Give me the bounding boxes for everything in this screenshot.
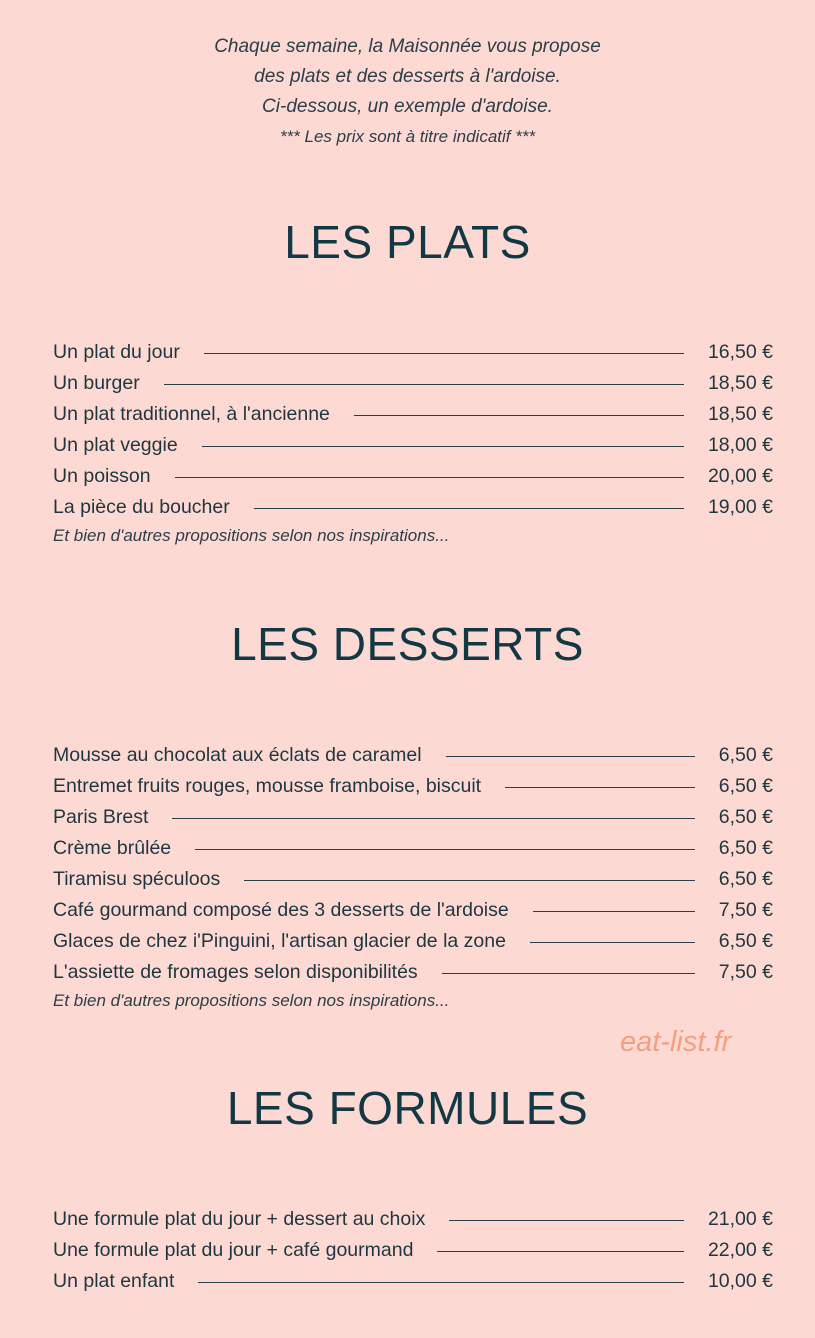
item-price: 6,50 € <box>718 744 773 766</box>
menu-item <box>53 399 773 430</box>
leader-line <box>505 787 695 788</box>
menu-item <box>53 1204 773 1235</box>
menu-item <box>53 368 773 399</box>
item-name: Un plat du jour <box>53 341 180 363</box>
menu-item <box>53 926 773 957</box>
leader-line <box>195 849 695 850</box>
leader-line <box>437 1251 684 1252</box>
menu-item <box>53 895 773 926</box>
item-price: 6,50 € <box>718 806 773 828</box>
menu-item <box>53 430 773 461</box>
item-price: 18,50 € <box>707 403 773 425</box>
item-name: Café gourmand composé des 3 desserts de l'ardoise <box>53 899 509 921</box>
item-price: 6,50 € <box>718 868 773 890</box>
leader-line <box>254 508 684 509</box>
menu-item <box>53 337 773 368</box>
item-name: Glaces de chez i'Pinguini, l'artisan glacier de la zone <box>53 930 506 952</box>
leader-line <box>198 1282 684 1283</box>
menu-note: Et bien d'autres propositions selon nos inspirations... <box>53 991 450 1010</box>
item-name: Un plat traditionnel, à l'ancienne <box>53 403 330 425</box>
intro-line: Chaque semaine, la Maisonnée vous propose <box>214 36 601 57</box>
item-price: 20,00 € <box>707 465 773 487</box>
item-price: 18,50 € <box>707 372 773 394</box>
item-price: 6,50 € <box>718 837 773 859</box>
item-price: 22,00 € <box>707 1239 773 1261</box>
item-price: 16,50 € <box>707 341 773 363</box>
leader-line <box>446 756 695 757</box>
leader-line <box>244 880 695 881</box>
item-name: Tiramisu spéculoos <box>53 868 221 890</box>
item-name: Mousse au chocolat aux éclats de caramel <box>53 744 422 766</box>
item-name: Paris Brest <box>53 806 149 828</box>
price-notice: *** Les prix sont à titre indicatif *** <box>279 127 536 146</box>
menu-list-desserts <box>53 740 773 1014</box>
item-price: 18,00 € <box>707 434 773 456</box>
leader-line <box>175 477 684 478</box>
leader-line <box>530 942 695 943</box>
menu-item <box>53 1235 773 1266</box>
intro-text <box>0 32 815 152</box>
leader-line <box>533 911 695 912</box>
leader-line <box>204 353 684 354</box>
menu-item <box>53 461 773 492</box>
leader-line <box>202 446 684 447</box>
item-name: Un burger <box>53 372 140 394</box>
section-title-plats: LES PLATS <box>284 216 531 268</box>
item-price: 6,50 € <box>718 775 773 797</box>
item-name: L'assiette de fromages selon disponibilités <box>53 961 418 983</box>
item-name: Crème brûlée <box>53 837 172 859</box>
menu-item <box>53 833 773 864</box>
menu-item <box>53 957 773 988</box>
menu-item <box>53 740 773 771</box>
item-name: Une formule plat du jour + dessert au choix <box>53 1208 426 1230</box>
item-name: Un poisson <box>53 465 151 487</box>
menu-item <box>53 492 773 523</box>
leader-line <box>164 384 684 385</box>
item-name: Un plat veggie <box>53 434 178 456</box>
leader-line <box>354 415 684 416</box>
item-price: 7,50 € <box>718 899 773 921</box>
item-price: 10,00 € <box>707 1270 773 1292</box>
menu-item <box>53 1266 773 1297</box>
item-price: 6,50 € <box>718 930 773 952</box>
section-title-desserts: LES DESSERTS <box>231 618 584 670</box>
item-price: 21,00 € <box>707 1208 773 1230</box>
leader-line <box>449 1220 684 1221</box>
intro-line: Ci-dessous, un exemple d'ardoise. <box>262 96 553 117</box>
leader-line <box>442 973 695 974</box>
menu-note: Et bien d'autres propositions selon nos inspirations... <box>53 526 450 545</box>
item-name: Entremet fruits rouges, mousse framboise, biscuit <box>53 775 482 797</box>
menu-item <box>53 771 773 802</box>
leader-line <box>172 818 694 819</box>
watermark-logo: eat-list.fr <box>620 1026 732 1058</box>
menu-list-formules <box>53 1204 773 1297</box>
item-name: Un plat enfant <box>53 1270 175 1292</box>
intro-line: des plats et des desserts à l'ardoise. <box>254 66 561 87</box>
menu-item <box>53 864 773 895</box>
item-price: 19,00 € <box>707 496 773 518</box>
item-name: La pièce du boucher <box>53 496 230 518</box>
item-name: Une formule plat du jour + café gourmand <box>53 1239 414 1261</box>
menu-item <box>53 802 773 833</box>
item-price: 7,50 € <box>718 961 773 983</box>
section-title-formules: LES FORMULES <box>226 1082 589 1134</box>
menu-list-plats <box>53 337 773 549</box>
